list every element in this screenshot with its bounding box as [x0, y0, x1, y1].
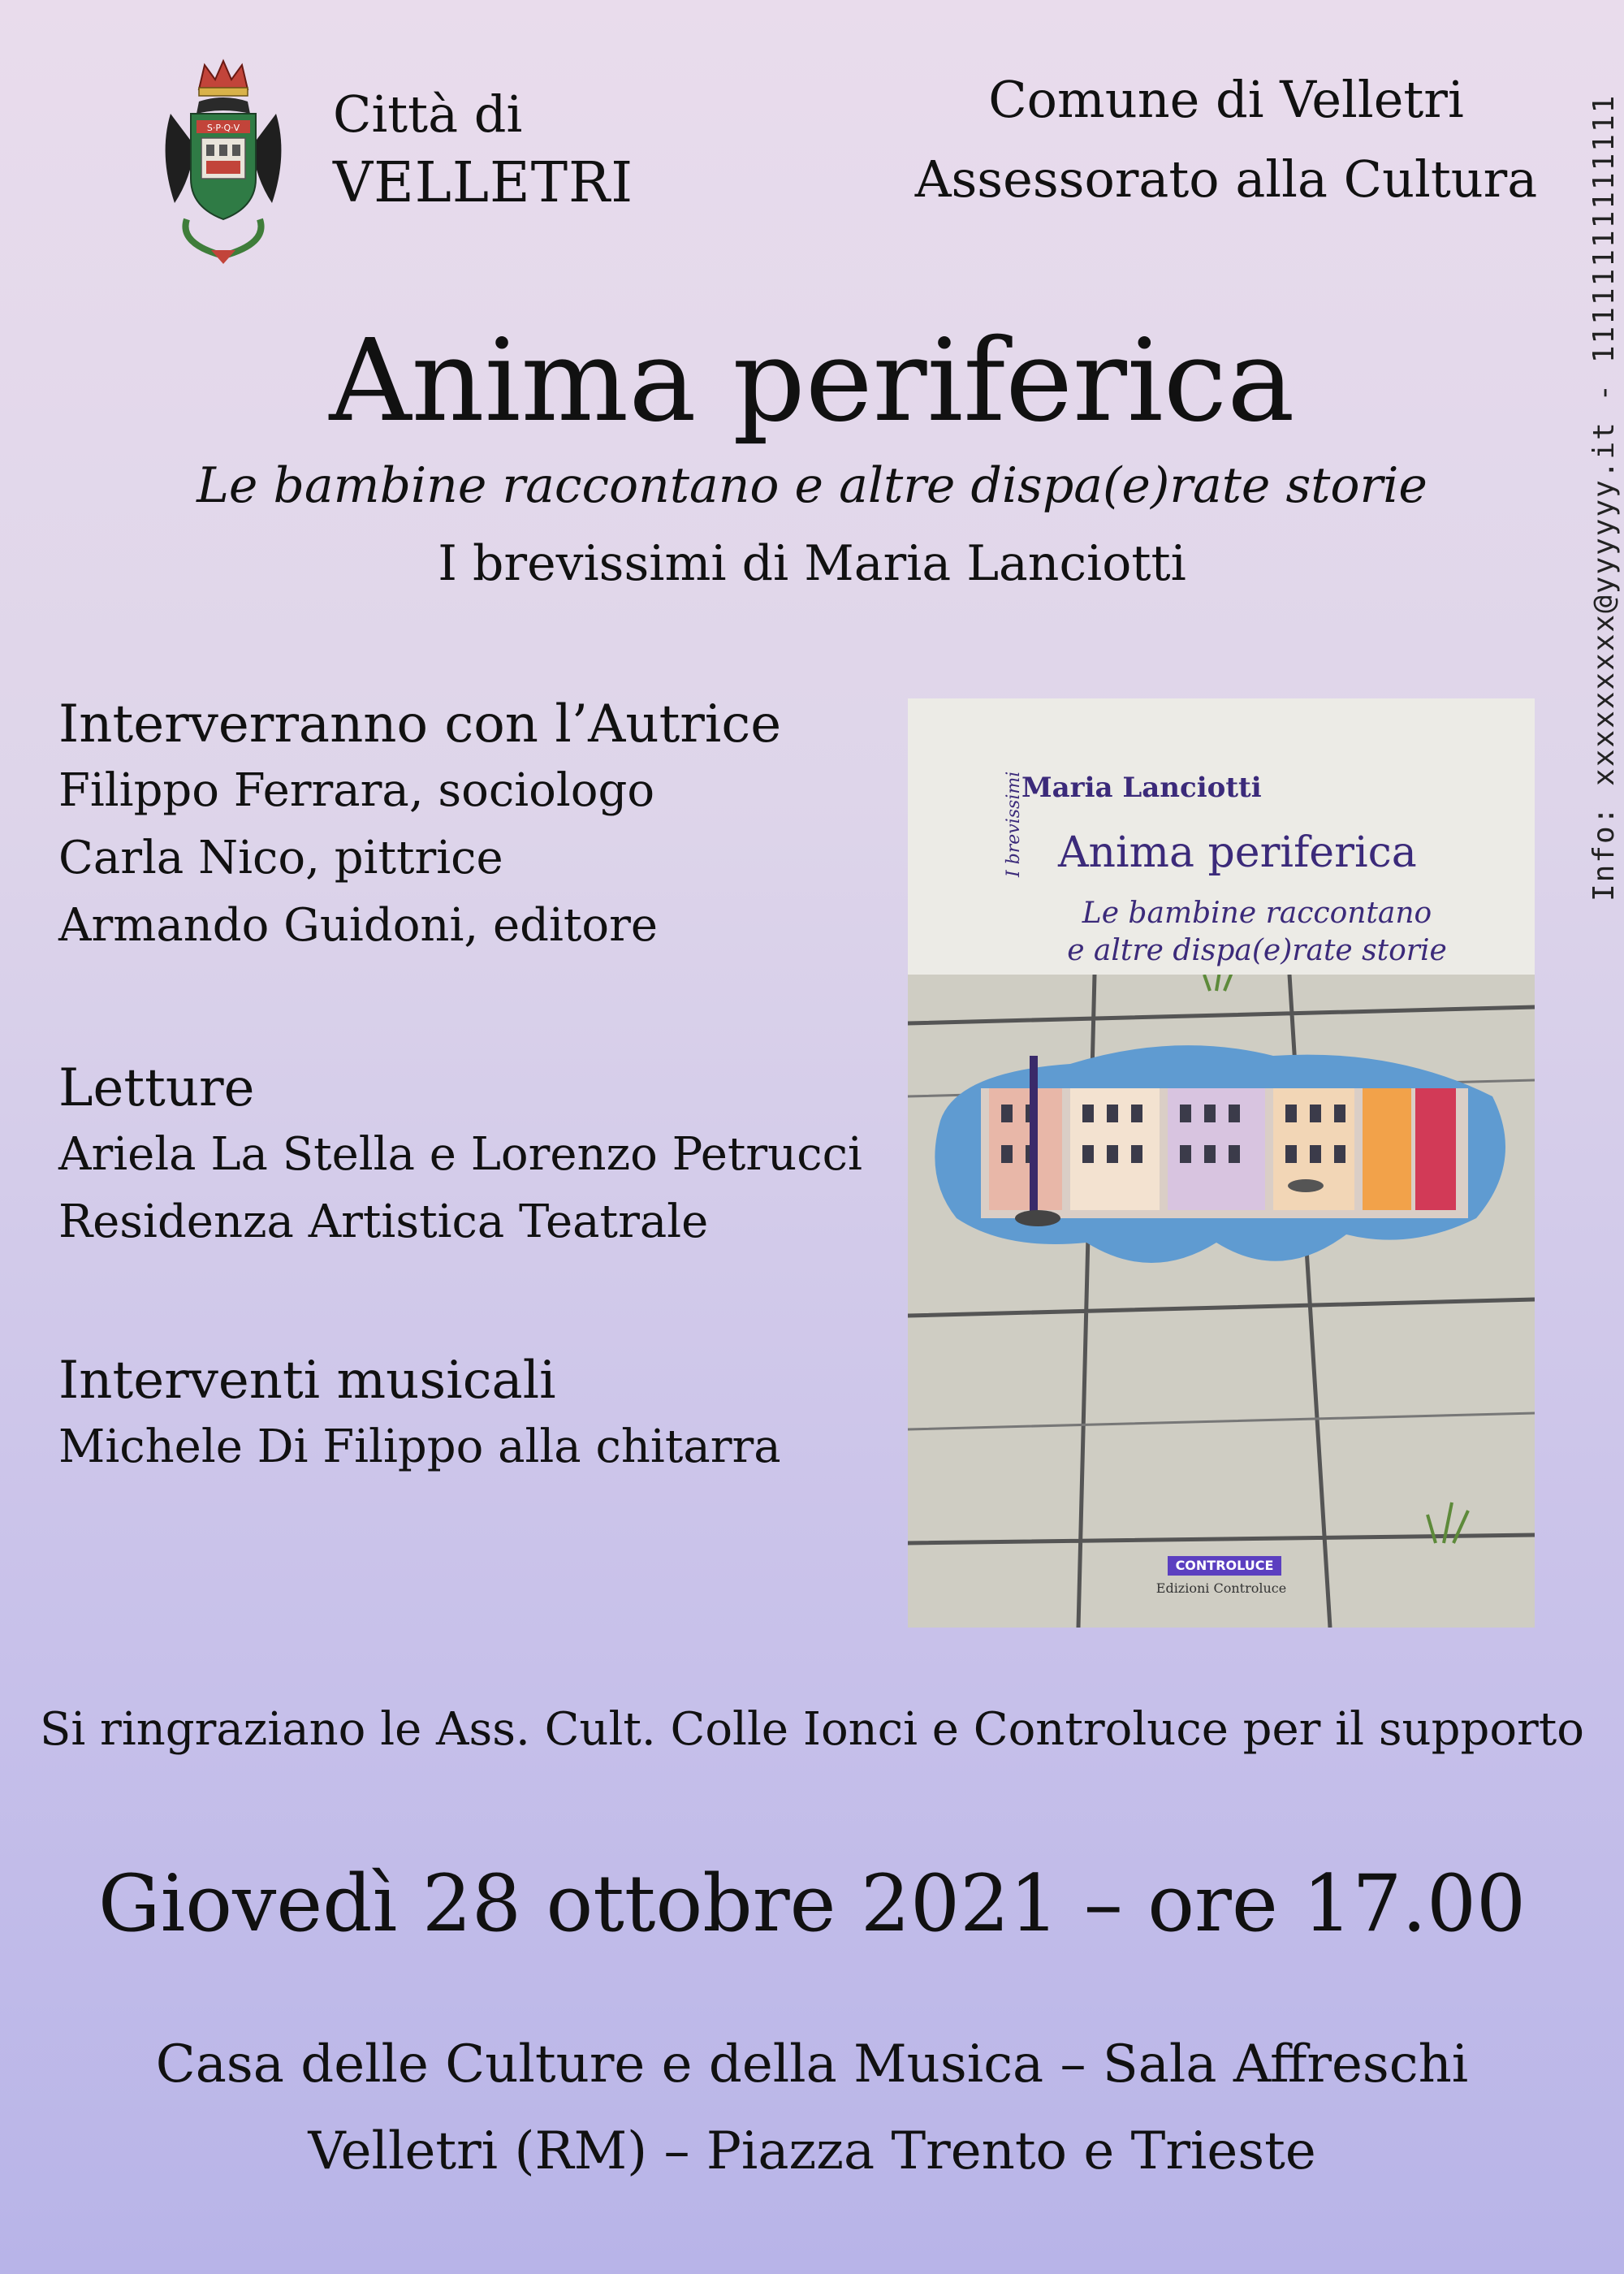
city-label: Città di	[333, 84, 523, 144]
cover-illustration	[908, 975, 1535, 1628]
cover-publisher: Edizioni Controluce	[1155, 1580, 1287, 1596]
crest-lettering: S·P·Q·V	[206, 123, 240, 133]
venue-address: Velletri (RM) – Piazza Trento e Trieste	[308, 2121, 1316, 2181]
coat-of-arms-graphic	[154, 57, 292, 268]
event-title: Anima periferica	[329, 315, 1295, 447]
book-cover	[908, 698, 1535, 1628]
speaker-item: Carla Nico, pittrice	[58, 832, 503, 884]
city-name: VELLETRI	[333, 151, 634, 215]
acknowledgement: Si ringraziano le Ass. Cult. Colle Ionci e Controluce per il supporto	[39, 1703, 1585, 1756]
venue-name: Casa delle Culture e della Musica – Sala Affreschi	[155, 2034, 1469, 2095]
municipality-name: Comune di Velletri	[988, 70, 1464, 129]
department-name: Assessorato alla Cultura	[914, 149, 1538, 209]
speaker-item: Armando Guidoni, editore	[58, 899, 659, 952]
music-heading: Interventi musicali	[58, 1351, 556, 1411]
cover-subtitle-line2: e altre dispa(e)rate storie	[1067, 934, 1447, 967]
music-section	[58, 1351, 919, 1492]
speakers-section	[58, 694, 919, 971]
speaker-item: Filippo Ferrara, sociologo	[58, 764, 655, 817]
cover-title: Anima periferica	[1058, 828, 1417, 877]
reading-item: Ariela La Stella e Lorenzo Petrucci	[58, 1128, 862, 1181]
readings-heading: Letture	[58, 1058, 255, 1118]
speakers-heading: Interverranno con l’Autrice	[58, 694, 782, 754]
event-date: Giovedì 28 ottobre 2021 – ore 17.00	[97, 1858, 1527, 1949]
event-subtitle: Le bambine raccontano e altre dispa(e)rate storie	[197, 457, 1427, 514]
music-item: Michele Di Filippo alla chitarra	[58, 1420, 781, 1473]
event-byline: I brevissimi di Maria Lanciotti	[438, 535, 1186, 592]
publisher-logo: CONTROLUCE	[1168, 1556, 1281, 1576]
reading-item: Residenza Artistica Teatrale	[58, 1195, 709, 1248]
cover-subtitle-line1: Le bambine raccontano	[1082, 897, 1432, 930]
contact-info: Info: xxxxxxxxx@yyyyyy.it - 11111111111111	[1587, 93, 1621, 901]
velletri-crest-icon	[154, 57, 292, 268]
cover-series-label: I brevissimi	[1004, 771, 1024, 877]
cover-author: Maria Lanciotti	[1021, 772, 1262, 804]
readings-section	[58, 1058, 919, 1267]
